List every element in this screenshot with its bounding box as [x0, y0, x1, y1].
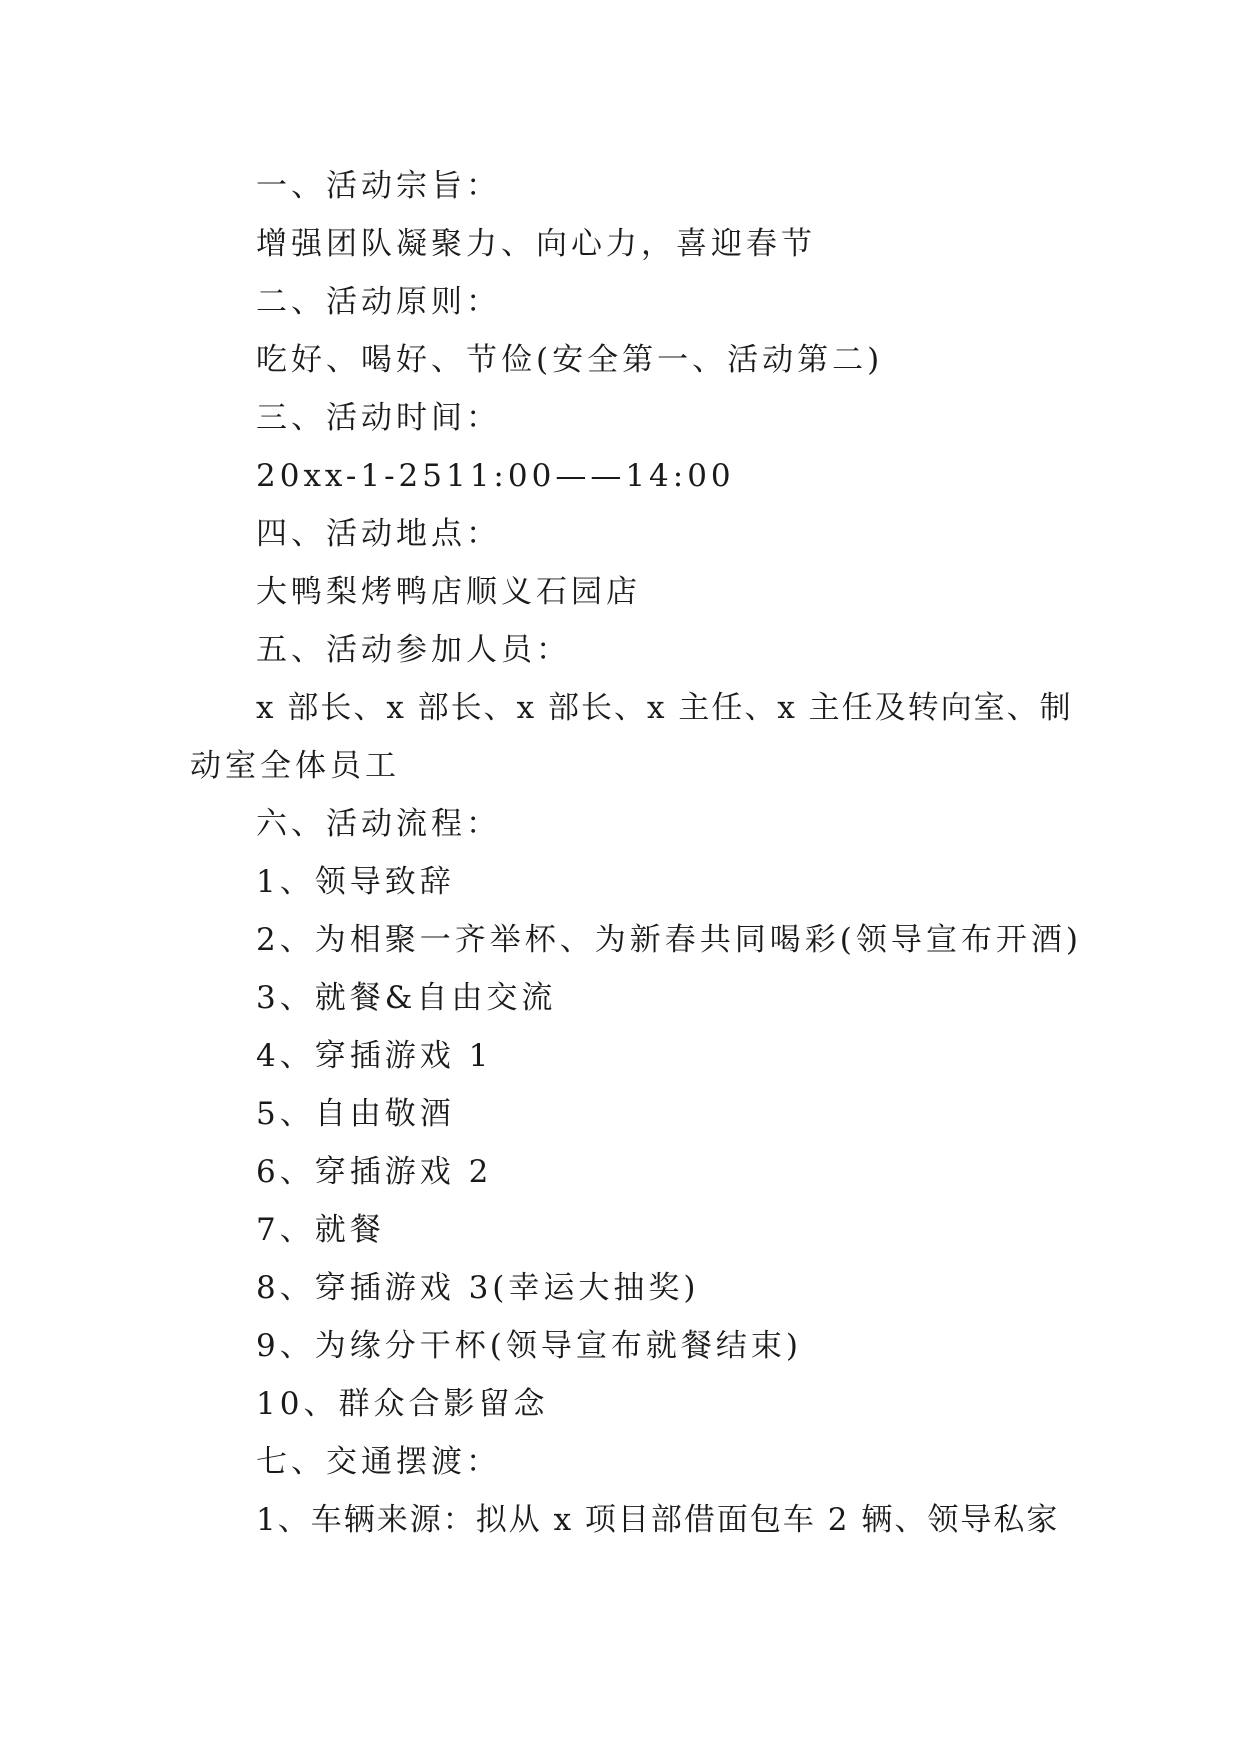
- list-item: 10、群众合影留念: [256, 1386, 549, 1422]
- list-item: 1、领导致辞: [256, 864, 455, 900]
- list-item: 2、为相聚一齐举杯、为新春共同喝彩(领导宣布开酒): [256, 922, 1082, 958]
- paragraph-location: 大鸭梨烤鸭店顺义石园店: [256, 574, 641, 610]
- section-heading-time: 三、活动时间：: [256, 400, 501, 436]
- section-heading-location: 四、活动地点：: [256, 516, 501, 552]
- list-item: 9、为缘分干杯(领导宣布就餐结束): [256, 1328, 802, 1364]
- paragraph-time: 20xx-1-2511:00——14:00: [256, 458, 735, 494]
- section-heading-participants: 五、活动参加人员：: [256, 632, 571, 668]
- list-item: 5、自由敬酒: [256, 1096, 455, 1132]
- paragraph-purpose: 增强团队凝聚力、向心力，喜迎春节: [256, 226, 816, 262]
- paragraph-participants-line2: 动室全体员工: [190, 748, 400, 784]
- list-item: 3、就餐&自由交流: [256, 980, 557, 1016]
- section-heading-transport: 七、交通摆渡：: [256, 1444, 501, 1480]
- paragraph-participants-line1: x 部长、x 部长、x 部长、x 主任、x 主任及转向室、制: [256, 690, 1073, 726]
- section-heading-principles: 二、活动原则：: [256, 284, 501, 320]
- paragraph-transport: 1、车辆来源：拟从 x 项目部借面包车 2 辆、领导私家: [256, 1502, 1060, 1538]
- list-item: 8、穿插游戏 3(幸运大抽奖): [256, 1270, 700, 1306]
- list-item: 6、穿插游戏 2: [256, 1154, 493, 1190]
- list-item: 4、穿插游戏 1: [256, 1038, 493, 1074]
- section-heading-purpose: 一、活动宗旨：: [256, 168, 501, 204]
- section-heading-process: 六、活动流程：: [256, 806, 501, 842]
- list-item: 7、就餐: [256, 1212, 385, 1248]
- paragraph-principles: 吃好、喝好、节俭(安全第一、活动第二): [256, 342, 884, 378]
